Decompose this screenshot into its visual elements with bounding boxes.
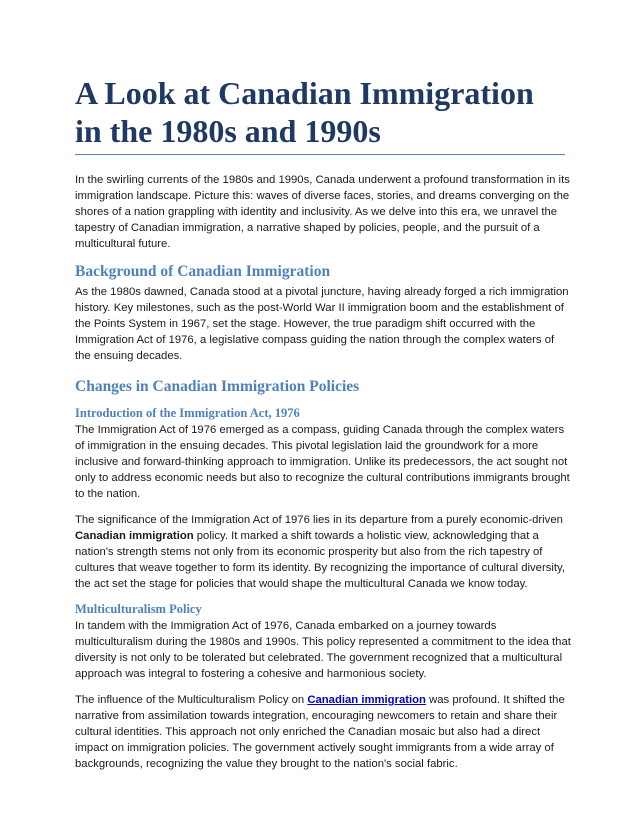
background-paragraph: As the 1980s dawned, Canada stood at a pivotal juncture, having already forged a rich immigration history. Key milestones, such as the post-World War II immigration boom and the establishment of the Points System in 1967, set the stage. However, the true paradigm shift occurred with the Immigration Act of 1976, a legislative compass guiding the nation through the complex waters of the ensuing decades. bbox=[75, 286, 569, 362]
canadian-immigration-link[interactable]: Canadian immigration bbox=[307, 694, 426, 706]
multiculturalism-heading: Multiculturalism Policy bbox=[75, 602, 202, 616]
canadian-immigration-bold: Canadian immigration bbox=[75, 530, 194, 542]
multiculturalism-paragraph-2-start: The influence of the Multiculturalism Policy on bbox=[75, 694, 308, 706]
act-paragraph-1: The Immigration Act of 1976 emerged as a compass, guiding Canada through the complex waters of immigration in the ensuing decades. This pivotal legislation laid the groundwork for a more inclusive and forward-thinking approach to immigration. Unlike its predecessors, the act sought not only to address economic needs but also to recognize the cultural contributions immigrants brought to the nation. bbox=[75, 424, 570, 500]
multiculturalism-paragraph-2-end: was profound. It shifted the narrative from assimilation towards integration, encouraging newcomers to retain and share their cultural identities. This approach not only enriched the Canadian mosaic but also had a direct impact on immigration policies. The government actively sought immigrants from a wide array of backgrounds, recognizing the value they brought to the nation's social fabric. bbox=[75, 694, 565, 770]
multiculturalism-paragraph-2 bbox=[75, 692, 572, 772]
act-paragraph-2-end: policy. It marked a shift towards a holistic view, acknowledging that a nation's strength stems not only from its economic prosperity but also from the rich tapestry of cultures that weave together to form its identity. By recognizing the importance of cultural diversity, the act set the stage for policies that would shape the multicultural Canada we know today. bbox=[75, 530, 565, 590]
act-paragraph-2-start: The significance of the Immigration Act of 1976 lies in its departure from a purely economic-driven bbox=[75, 514, 563, 526]
multiculturalism-paragraph-1: In tandem with the Immigration Act of 1976, Canada embarked on a journey towards multiculturalism during the 1980s and 1990s. This policy represented a commitment to the idea that diversity is not only to be tolerated but celebrated. The government recognized that a multicultural approach was integral to fostering a cohesive and harmonious society. bbox=[75, 620, 571, 680]
intro-paragraph: In the swirling currents of the 1980s and 1990s, Canada underwent a profound transformation in its immigration landscape. Picture this: waves of diverse faces, stories, and dreams converging on the shores of a nation grappling with identity and inclusivity. As we delve into this era, we unravel the tapestry of Canadian immigration, a narrative shaped by policies, people, and the pursuit of a multicultural future. bbox=[75, 174, 570, 250]
act-heading: Introduction of the Immigration Act, 1976 bbox=[75, 406, 300, 420]
background-heading: Background of Canadian Immigration bbox=[75, 263, 331, 280]
changes-heading: Changes in Canadian Immigration Policies bbox=[75, 378, 360, 395]
document-title: A Look at Canadian Immigration in the 1980s and 1990s bbox=[75, 74, 565, 155]
act-paragraph-2 bbox=[75, 512, 572, 592]
